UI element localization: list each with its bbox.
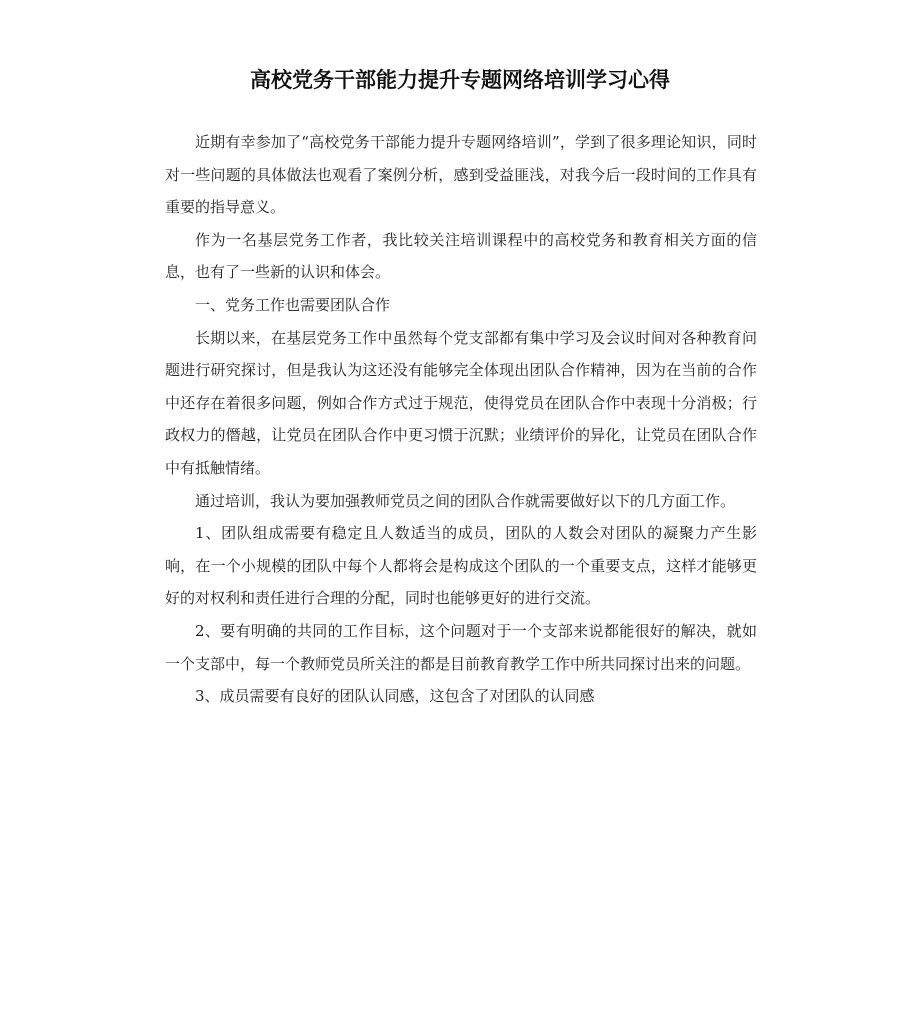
section-heading: 一、党务工作也需要团队合作 xyxy=(195,295,391,314)
list-item: 2、要有明确的共同的工作目标，这个问题对于一个支部来说都能很好的解决，就如一个支部中，每一个教师党员所关注的都是目前教育教学工作中所共同探讨出来的问题。 xyxy=(165,621,757,673)
document-body xyxy=(165,126,757,713)
document-title: 高校党务干部能力提升专题网络培训学习心得 xyxy=(250,68,670,92)
paragraph: 长期以来，在基层党务工作中虽然每个党支部都有集中学习及会议时间对各种教育问题进行研究探讨，但是我认为这还没有能够完全体现出团队合作精神，因为在当前的合作中还存在着很多问题，例如合作方式过于规范，使得党员在团队合作中表现十分消极；行政权力的僭越，让党员在团队合作中更习惯于沉默；业绩评价的异化，让党员在团队合作中有抵触情绪。 xyxy=(165,328,757,477)
paragraph: 作为一名基层党务工作者，我比较关注培训课程中的高校党务和教育相关方面的信息，也有了一些新的认识和体会。 xyxy=(165,230,757,282)
list-item: 3、成员需要有良好的团队认同感，这包含了对团队的认同感 xyxy=(195,687,595,706)
list-item: 1、团队组成需要有稳定且人数适当的成员，团队的人数会对团队的凝聚力产生影响，在一个小规模的团队中每个人都将会是构成这个团队的一个重要支点，这样才能够更好的对权利和责任进行合理的分配，同时也能够更好的进行交流。 xyxy=(165,524,757,608)
paragraph: 通过培训，我认为要加强教师党员之间的团队合作就需要做好以下的几方面工作。 xyxy=(195,491,736,510)
paragraph: 近期有幸参加了“高校党务干部能力提升专题网络培训”，学到了很多理论知识，同时对一些问题的具体做法也观看了案例分析，感到受益匪浅，对我今后一段时间的工作具有重要的指导意义。 xyxy=(165,133,757,217)
